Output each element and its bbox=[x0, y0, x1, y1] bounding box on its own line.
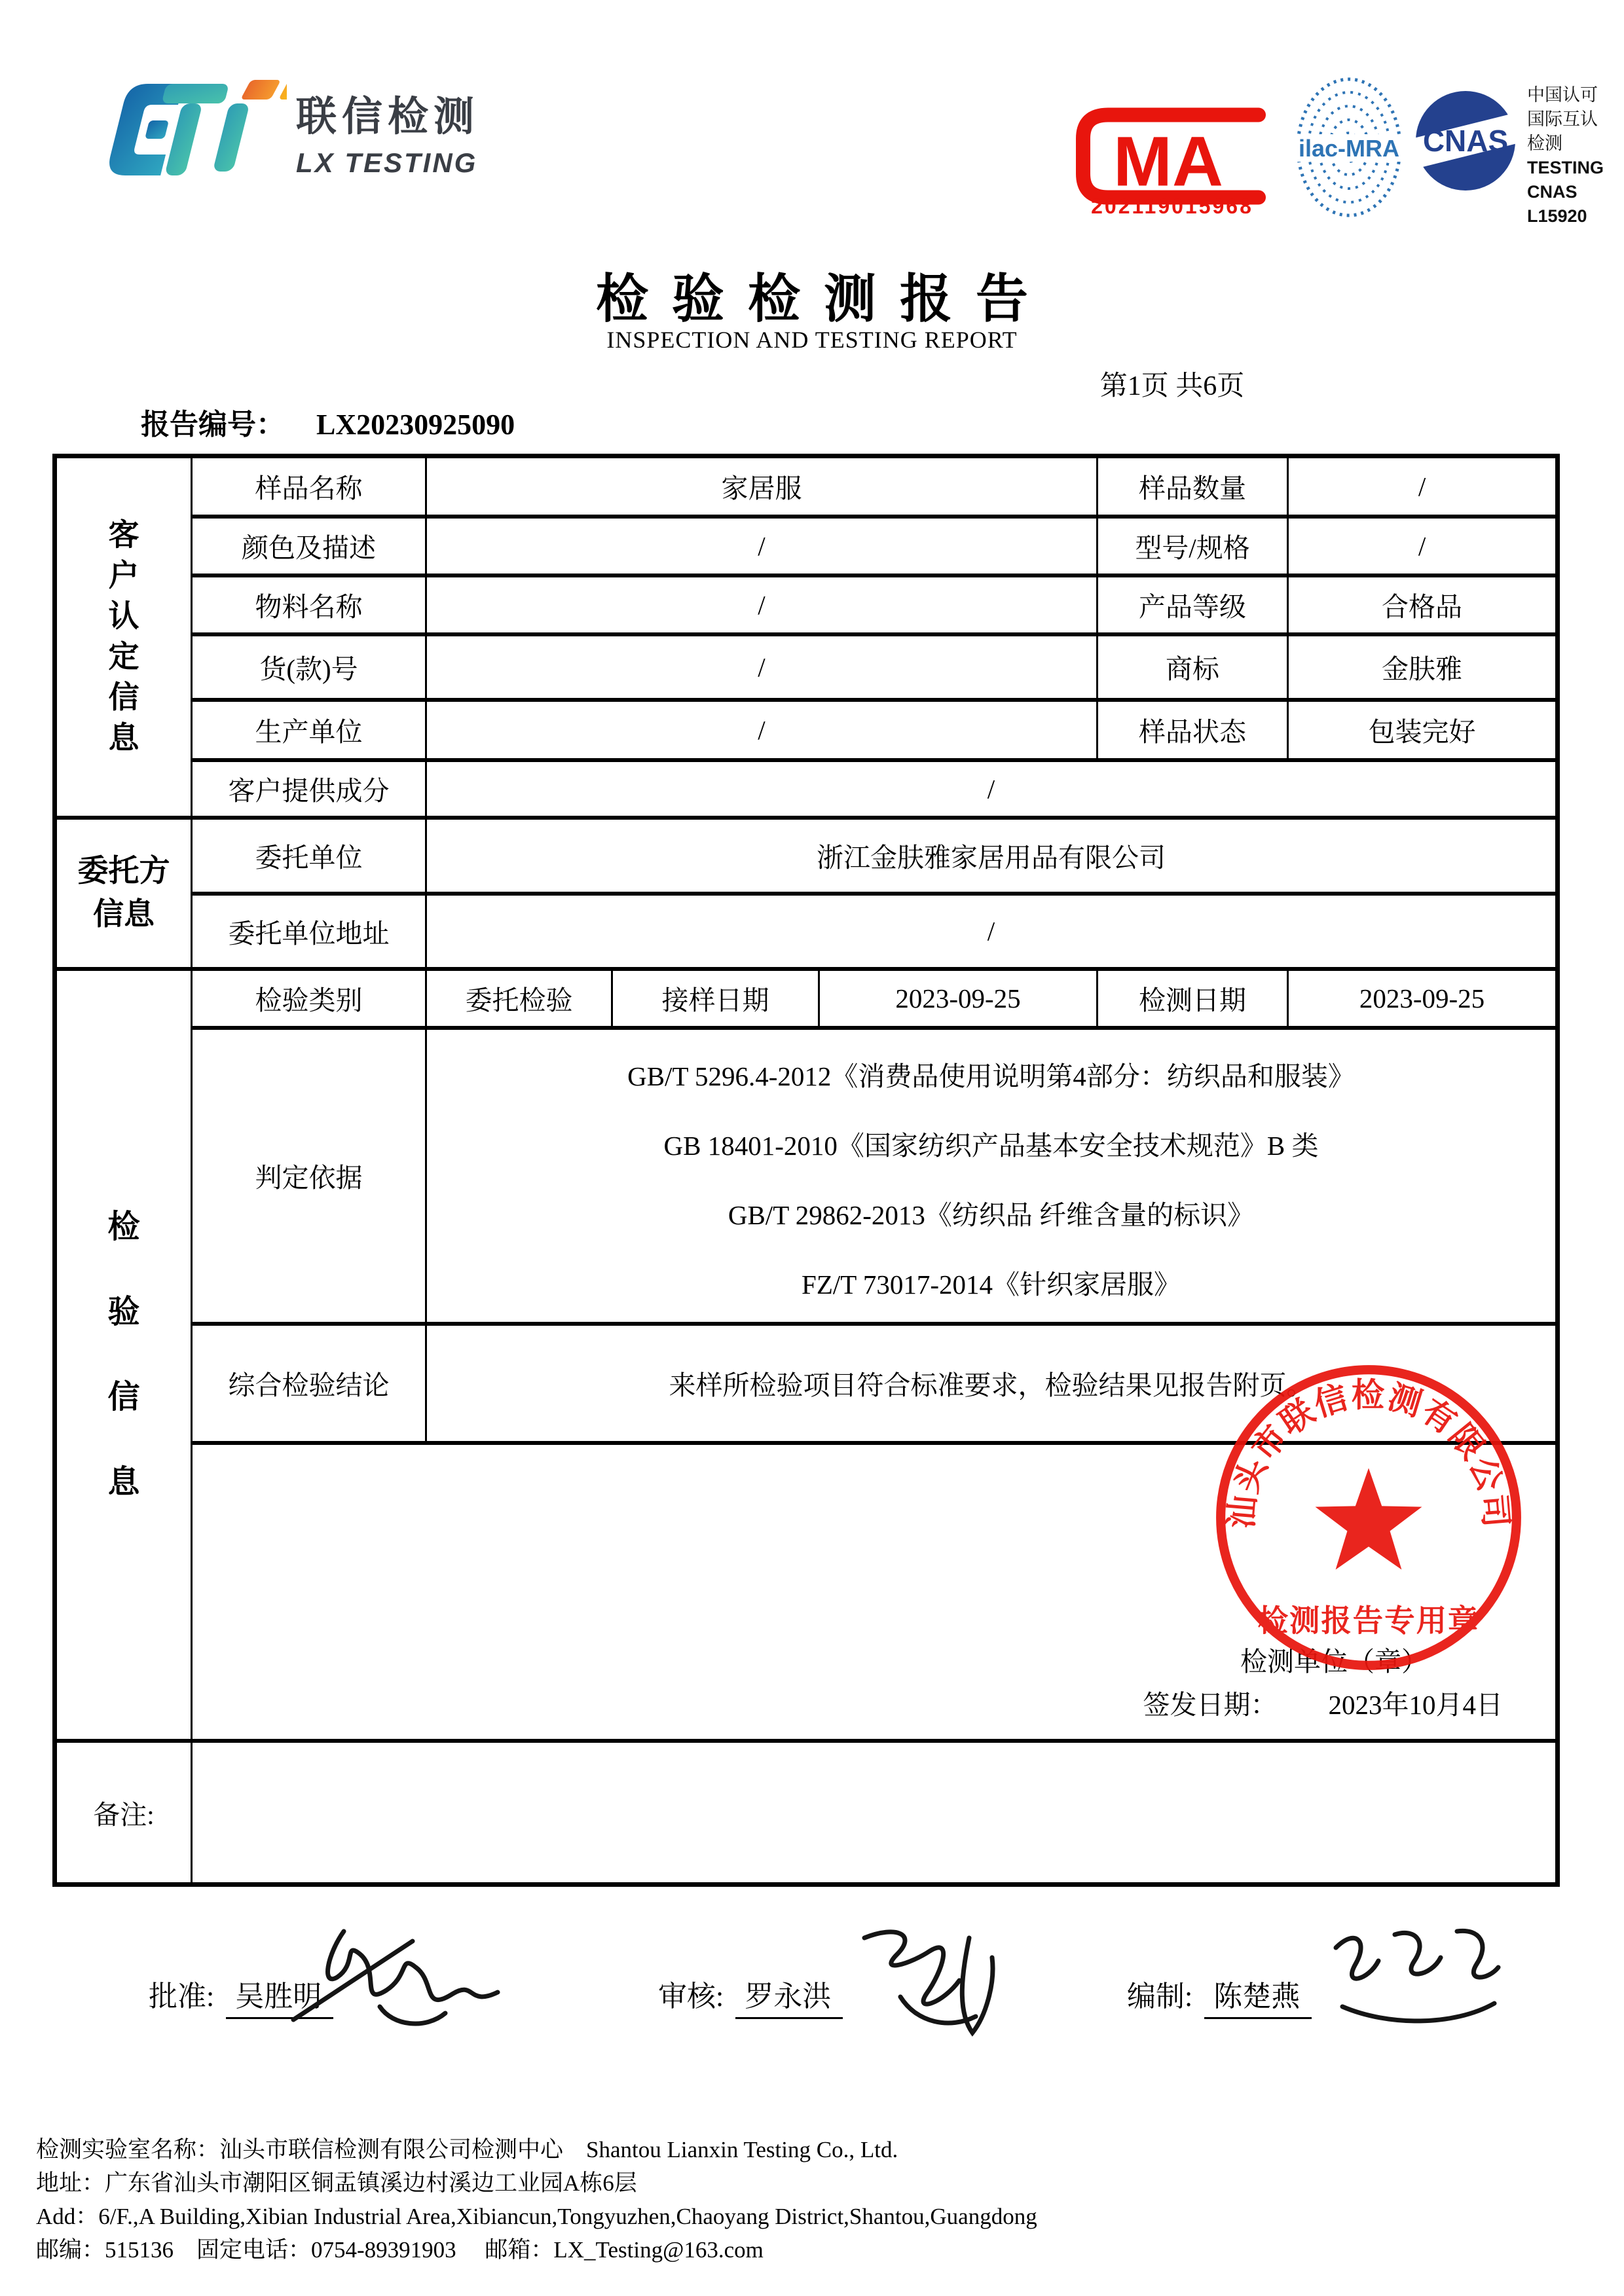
sample-state-value: 包装完好 bbox=[1288, 700, 1558, 760]
document-title: 检验检测报告 bbox=[596, 270, 1052, 328]
grade-label: 产品等级 bbox=[1098, 575, 1288, 634]
table-row bbox=[55, 634, 1558, 700]
customer-component-label: 客户提供成分 bbox=[192, 760, 426, 818]
table-row bbox=[55, 517, 1558, 575]
issue-date-label: 签发日期： bbox=[1143, 1689, 1278, 1720]
prepare-label: 编制: bbox=[1127, 1980, 1193, 2013]
basis-line: FZ/T 73017-2014《针织家居服》 bbox=[802, 1269, 1181, 1300]
report-number-line bbox=[141, 401, 515, 443]
logo-en-label: LX TESTING bbox=[296, 147, 478, 178]
table-row bbox=[55, 1741, 1558, 1885]
sample-name-label: 样品名称 bbox=[192, 456, 426, 517]
seal-company-name: 汕头市联信检测有限公司 bbox=[1223, 1377, 1515, 1530]
acc-line: 国际互认 bbox=[1527, 109, 1598, 129]
seal-star-icon bbox=[1316, 1468, 1422, 1569]
test-date-label: 检测日期 bbox=[1098, 969, 1288, 1028]
issue-date-value: 2023年10月4日 bbox=[1328, 1689, 1504, 1720]
remark-value bbox=[192, 1741, 1558, 1885]
footer-contact: 邮编：515136 固定电话：0754-89391903 邮箱：LX_Testing@163.com bbox=[36, 2237, 764, 2263]
producer-value: / bbox=[426, 700, 1098, 760]
table-row bbox=[55, 575, 1558, 634]
sample-state-label: 样品状态 bbox=[1098, 700, 1288, 760]
review-signature-icon bbox=[838, 1918, 1035, 2049]
accreditation-marks bbox=[1067, 69, 1604, 226]
cma-number: 202119015968 bbox=[1091, 194, 1253, 218]
customer-component-value: / bbox=[426, 760, 1558, 818]
reviewer-group bbox=[658, 1973, 843, 2019]
table-row bbox=[55, 818, 1558, 894]
approve-name: 吴胜明 bbox=[226, 1973, 333, 2019]
material-value: / bbox=[426, 575, 1098, 634]
lab-footer bbox=[36, 2133, 1595, 2267]
trademark-value: 金肤雅 bbox=[1288, 634, 1558, 700]
cnas-mark-icon bbox=[1413, 88, 1518, 193]
basis-value bbox=[426, 1028, 1558, 1324]
table-row bbox=[55, 1028, 1558, 1324]
client-addr-label: 委托单位地址 bbox=[192, 894, 426, 969]
sample-qty-label: 样品数量 bbox=[1098, 456, 1288, 517]
footer-lab-name: 检测实验室名称：汕头市联信检测有限公司检测中心 Shantou Lianxin Testing Co., Ltd. bbox=[36, 2137, 898, 2162]
acc-line: 检测 bbox=[1527, 134, 1562, 153]
table-row bbox=[55, 700, 1558, 760]
acc-line: CNAS L15920 bbox=[1527, 182, 1587, 226]
page-info: 第1页 共6页 bbox=[1099, 371, 1245, 401]
color-desc-label: 颜色及描述 bbox=[192, 517, 426, 575]
inspection-type-value: 委托检验 bbox=[426, 969, 612, 1028]
cnas-label: CNAS bbox=[1422, 124, 1509, 158]
basis-line: GB 18401-2010《国家纺织产品基本安全技术规范》B 类 bbox=[663, 1130, 1319, 1161]
producer-label: 生产单位 bbox=[192, 700, 426, 760]
color-desc-value: / bbox=[426, 517, 1098, 575]
basis-label: 判定依据 bbox=[192, 1028, 426, 1324]
cma-letters: MA bbox=[1113, 121, 1223, 201]
review-label: 审核: bbox=[658, 1980, 724, 2013]
conclusion-value: 来样所检验项目符合标准要求，检验结果见报告附页。 bbox=[426, 1324, 1558, 1443]
table-row bbox=[55, 760, 1558, 818]
lx-testing-logo-icon bbox=[97, 73, 287, 186]
signature-row bbox=[0, 1954, 1624, 2059]
model-spec-value: / bbox=[1288, 517, 1558, 575]
approve-signature-icon bbox=[282, 1915, 517, 2052]
client-addr-value: / bbox=[426, 894, 1558, 969]
prepare-signature-icon bbox=[1316, 1915, 1513, 2046]
item-no-label: 货(款)号 bbox=[192, 634, 426, 700]
material-label: 物料名称 bbox=[192, 575, 426, 634]
section-header-customer: 客户认定信息 bbox=[55, 456, 192, 818]
acc-line: 中国认可 bbox=[1527, 85, 1598, 105]
conclusion-label: 综合检验结论 bbox=[192, 1324, 426, 1443]
approve-label: 批准: bbox=[149, 1980, 215, 2013]
sample-name-value: 家居服 bbox=[426, 456, 1098, 517]
logo-text bbox=[296, 84, 479, 179]
document-subtitle: INSPECTION AND TESTING REPORT bbox=[606, 327, 1018, 353]
ilac-label: ilac-MRA bbox=[1298, 135, 1400, 162]
review-name: 罗永洪 bbox=[735, 1973, 843, 2019]
acc-line: TESTING bbox=[1527, 158, 1604, 177]
receive-date-value: 2023-09-25 bbox=[819, 969, 1098, 1028]
issue-date-line bbox=[1143, 1683, 1504, 1722]
inspection-type-label: 检验类别 bbox=[192, 969, 426, 1028]
model-spec-label: 型号/规格 bbox=[1098, 517, 1288, 575]
test-date-value: 2023-09-25 bbox=[1288, 969, 1558, 1028]
unit-seal-label: 检测单位（章） bbox=[1240, 1646, 1429, 1677]
grade-value: 合格品 bbox=[1288, 575, 1558, 634]
table-row bbox=[55, 456, 1558, 517]
section-header-client: 委托方信息 bbox=[55, 818, 192, 969]
company-seal-stamp bbox=[1210, 1359, 1527, 1676]
item-no-value: / bbox=[426, 634, 1098, 700]
preparer-group bbox=[1127, 1973, 1312, 2019]
table-row bbox=[55, 894, 1558, 969]
table-row bbox=[55, 969, 1558, 1028]
basis-line: GB/T 5296.4-2012《消费品使用说明第4部分：纺织品和服装》 bbox=[627, 1061, 1355, 1091]
report-number-value: LX20230925090 bbox=[316, 409, 515, 441]
remark-label: 备注: bbox=[55, 1741, 192, 1885]
receive-date-label: 接样日期 bbox=[612, 969, 819, 1028]
sample-qty-value: / bbox=[1288, 456, 1558, 517]
client-unit-value: 浙江金肤雅家居用品有限公司 bbox=[426, 818, 1558, 894]
seal-type-label: 检测报告专用章 bbox=[1257, 1605, 1480, 1639]
prepare-name: 陈楚燕 bbox=[1204, 1973, 1312, 2019]
footer-address-en: Add：6/F.,A Building,Xibian Industrial Area,Xibiancun,Tongyuzhen,Chaoyang District,Shantou,Guangdong bbox=[36, 2204, 1037, 2229]
footer-address-cn: 地址：广东省汕头市潮阳区铜盂镇溪边村溪边工业园A栋6层 bbox=[36, 2170, 637, 2196]
trademark-label: 商标 bbox=[1098, 634, 1288, 700]
report-number-label: 报告编号： bbox=[141, 409, 285, 441]
ilac-mra-mark-icon bbox=[1293, 74, 1405, 221]
logo-cn-label: 联信检测 bbox=[296, 94, 480, 139]
client-unit-label: 委托单位 bbox=[192, 818, 426, 894]
basis-line: GB/T 29862-2013《纺织品 纤维含量的标识》 bbox=[728, 1199, 1255, 1230]
section-header-inspection: 检验信息 bbox=[55, 969, 192, 1741]
accreditation-text bbox=[1527, 83, 1606, 228]
